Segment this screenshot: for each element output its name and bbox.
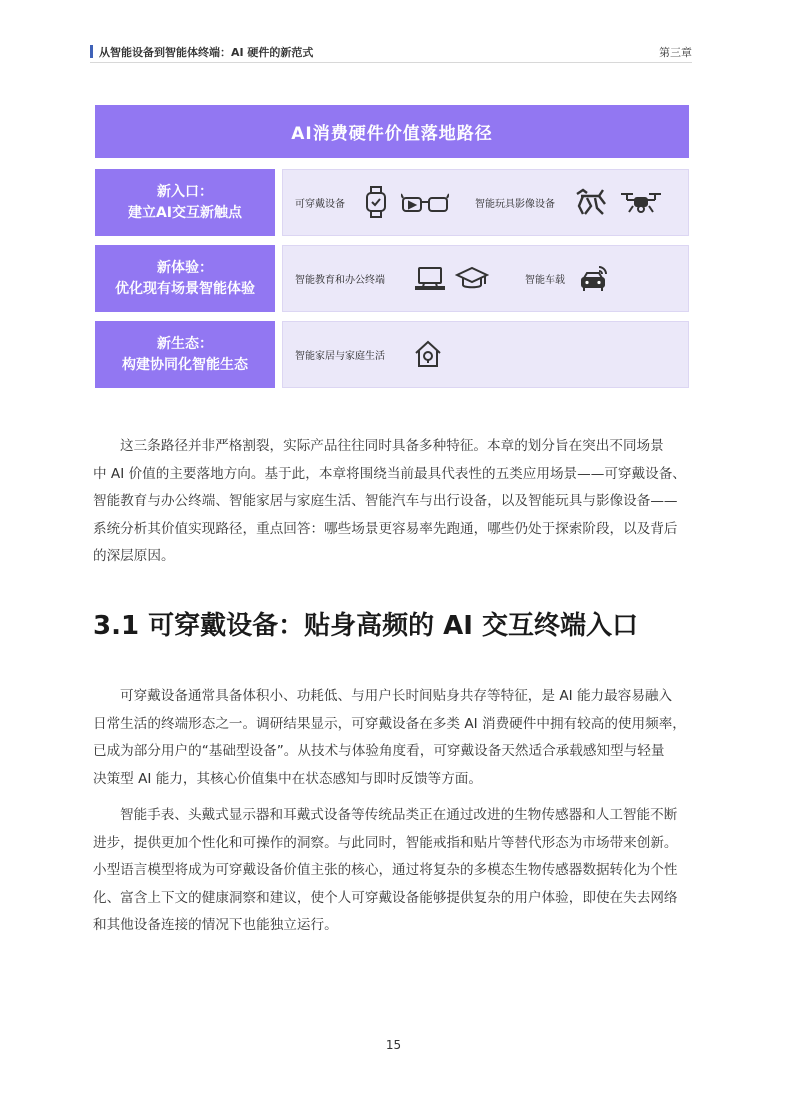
row-panel-new-entry <box>282 169 689 236</box>
row-label-line2: 构建协同化智能生态 <box>122 356 248 373</box>
text-line: 可穿戴设备通常具备体积小、功耗低、与用户长时间贴身共存等特征，是 AI 能力最容易融入 <box>120 688 673 704</box>
smartwatch-icon <box>365 185 387 219</box>
robot-dog-icon <box>573 186 609 218</box>
row-label-line1: 新生态： <box>157 335 213 352</box>
category-label: 智能家居与家庭生活 <box>295 351 385 362</box>
text-line: 决策型 AI 能力，其核心价值集中在状态感知与即时反馈等方面。 <box>93 770 482 787</box>
row-panel-new-experience <box>282 245 689 312</box>
category-label: 智能车载 <box>525 275 565 286</box>
body-paragraph <box>93 802 693 940</box>
text-line: 智能教育与办公终端、智能家居与家庭生活、智能汽车与出行设备，以及智能玩具与影像设备—— <box>93 493 678 509</box>
text-line: 这三条路径并非严格割裂，实际产品往往同时具备多种特征。本章的划分旨在突出不同场景 <box>120 438 664 454</box>
text-line: 进步，提供更加个性化和可操作的洞察。与此同时，智能戒指和贴片等替代形态为市场带来创新。 <box>93 834 678 851</box>
row-label-line1: 新入口： <box>157 183 213 200</box>
diagram-title: AI消费硬件价值落地路径 <box>95 105 689 158</box>
header-accent-bar <box>90 45 93 58</box>
row-panel-new-ecosystem <box>282 321 689 388</box>
row-label-line2: 优化现有场景智能体验 <box>115 280 255 297</box>
text-line: 小型语言模型将成为可穿戴设备价值主张的核心，通过将复杂的多模态生物传感器数据转化为个性 <box>93 862 678 878</box>
body-paragraph <box>93 683 693 793</box>
text-line: 系统分析其价值实现路径，重点回答：哪些场景更容易率先跑通，哪些仍处于探索阶段，以及背后 <box>93 520 678 537</box>
section-heading: 3.1 可穿戴设备：贴身高频的 AI 交互终端入口 <box>93 611 639 641</box>
running-header <box>90 42 692 62</box>
row-label-new-ecosystem <box>95 321 275 388</box>
page-number: 15 <box>385 1038 402 1052</box>
text-line: 化、富含上下文的健康洞察和建议，使个人可穿戴设备能够提供复杂的用户体验，即使在失去网络 <box>93 889 678 906</box>
header-chapter: 第三章 <box>659 46 692 59</box>
header-rule <box>90 62 692 63</box>
category-label: 智能教育和办公终端 <box>295 275 385 286</box>
text-line: 已成为部分用户的“基础型设备”。从技术与体验角度看，可穿戴设备天然适合承载感知型与轻量 <box>93 743 665 759</box>
text-line: 和其他设备连接的情况下也能独立运行。 <box>93 917 338 933</box>
text-line: 智能手表、头戴式显示器和耳戴式设备等传统品类正在通过改进的生物传感器和人工智能不断 <box>120 807 678 823</box>
row-label-new-entry <box>95 169 275 236</box>
row-label-line1: 新体验： <box>157 259 213 276</box>
category-label: 可穿戴设备 <box>295 199 345 210</box>
laptop-icon <box>415 266 445 292</box>
text-line: 日常生活的终端形态之一。调研结果显示，可穿戴设备在多类 AI 消费硬件中拥有较高的使用频率， <box>93 715 686 732</box>
smart-glasses-icon <box>401 192 449 214</box>
header-title: 从智能设备到智能体终端：AI 硬件的新范式 <box>99 46 314 59</box>
connected-car-icon <box>579 264 609 294</box>
row-label-line2: 建立AI交互新触点 <box>127 204 243 221</box>
graduation-cap-icon <box>455 266 489 292</box>
body-paragraph <box>93 433 693 571</box>
row-label-new-experience <box>95 245 275 312</box>
smart-home-icon <box>413 339 443 369</box>
drone-icon <box>619 190 663 216</box>
category-label: 智能玩具影像设备 <box>475 199 555 210</box>
text-line: 中 AI 价值的主要落地方向。基于此，本章将围绕当前最具代表性的五类应用场景——可穿戴设备、 <box>93 465 686 482</box>
text-line: 的深层原因。 <box>93 548 175 564</box>
